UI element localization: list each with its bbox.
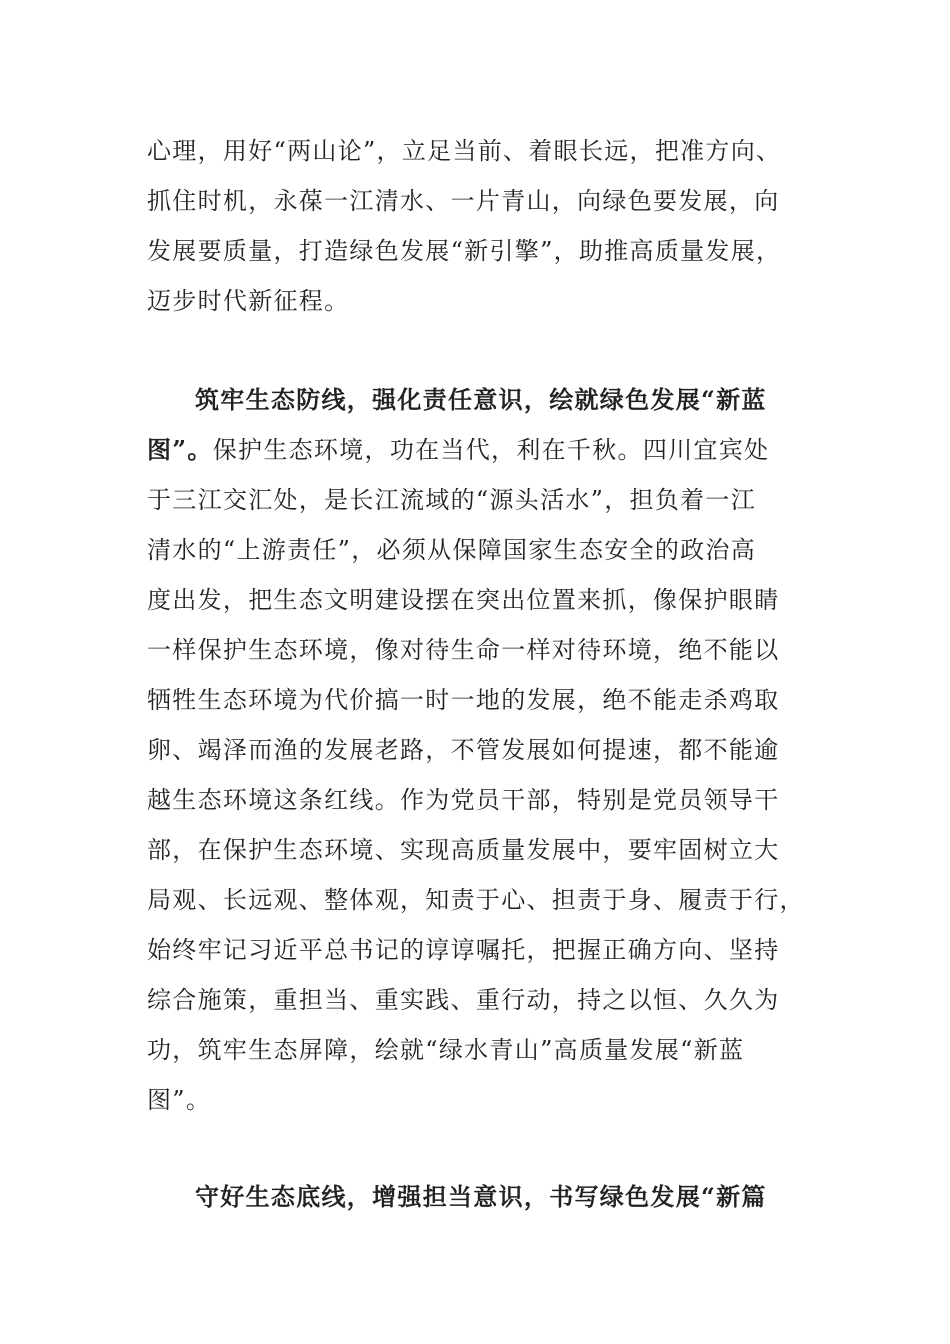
text-line: 越生态环境这条红线。作为党员干部，特别是党员领导干 (147, 786, 780, 814)
section-heading: 守好生态底线，增强担当意识，书写绿色发展“新篇 (195, 1182, 767, 1211)
text-line: 功，筑牢生态屏障，绘就“绿水青山”高质量发展“新蓝 (147, 1036, 745, 1064)
text-line: 综合施策，重担当、重实践、重行动，持之以恒、久久为 (147, 986, 780, 1014)
section-heading-end: 图”。 (147, 435, 213, 464)
text-line: 牺牲生态环境为代价搞一时一地的发展，绝不能走杀鸡取 (147, 686, 780, 714)
text-line: 局观、长远观、整体观，知责于心、担责于身、履责于行， (147, 886, 805, 914)
paragraph-ecological-defense (147, 375, 805, 1125)
text-line: 图”。 (147, 1086, 212, 1114)
text-line: 抓住时机，永葆一江清水、一片青山，向绿色要发展，向 (147, 187, 780, 215)
paragraph-ecological-bottom-line (147, 1172, 805, 1222)
text-line: 于三江交汇处，是长江流域的“源头活水”，担负着一江 (147, 486, 757, 514)
text-line (147, 425, 805, 475)
text-line-rest: 保护生态环境，功在当代，利在千秋。四川宜宾处 (212, 436, 770, 464)
text-line: 卵、竭泽而渔的发展老路，不管发展如何提速，都不能逾 (147, 736, 780, 764)
text-line: 度出发，把生态文明建设摆在突出位置来抓，像保护眼睛 (147, 586, 780, 614)
text-line: 一样保护生态环境，像对待生命一样对待环境，绝不能以 (147, 636, 780, 664)
text-line: 始终牢记习近平总书记的谆谆嘱托，把握正确方向、坚持 (147, 936, 780, 964)
paragraph-continuation (147, 126, 805, 326)
text-line: 迈步时代新征程。 (147, 287, 350, 315)
text-line: 清水的“上游责任”，必须从保障国家生态安全的政治高 (147, 536, 757, 564)
text-line: 发展要质量，打造绿色发展“新引擎”，助推高质量发展， (147, 237, 782, 265)
text-line: 心理，用好“两山论”，立足当前、着眼长远，把准方向、 (147, 137, 782, 165)
section-heading: 筑牢生态防线，强化责任意识，绘就绿色发展“新蓝 (195, 385, 767, 414)
text-line: 部，在保护生态环境、实现高质量发展中，要牢固树立大 (147, 836, 780, 864)
